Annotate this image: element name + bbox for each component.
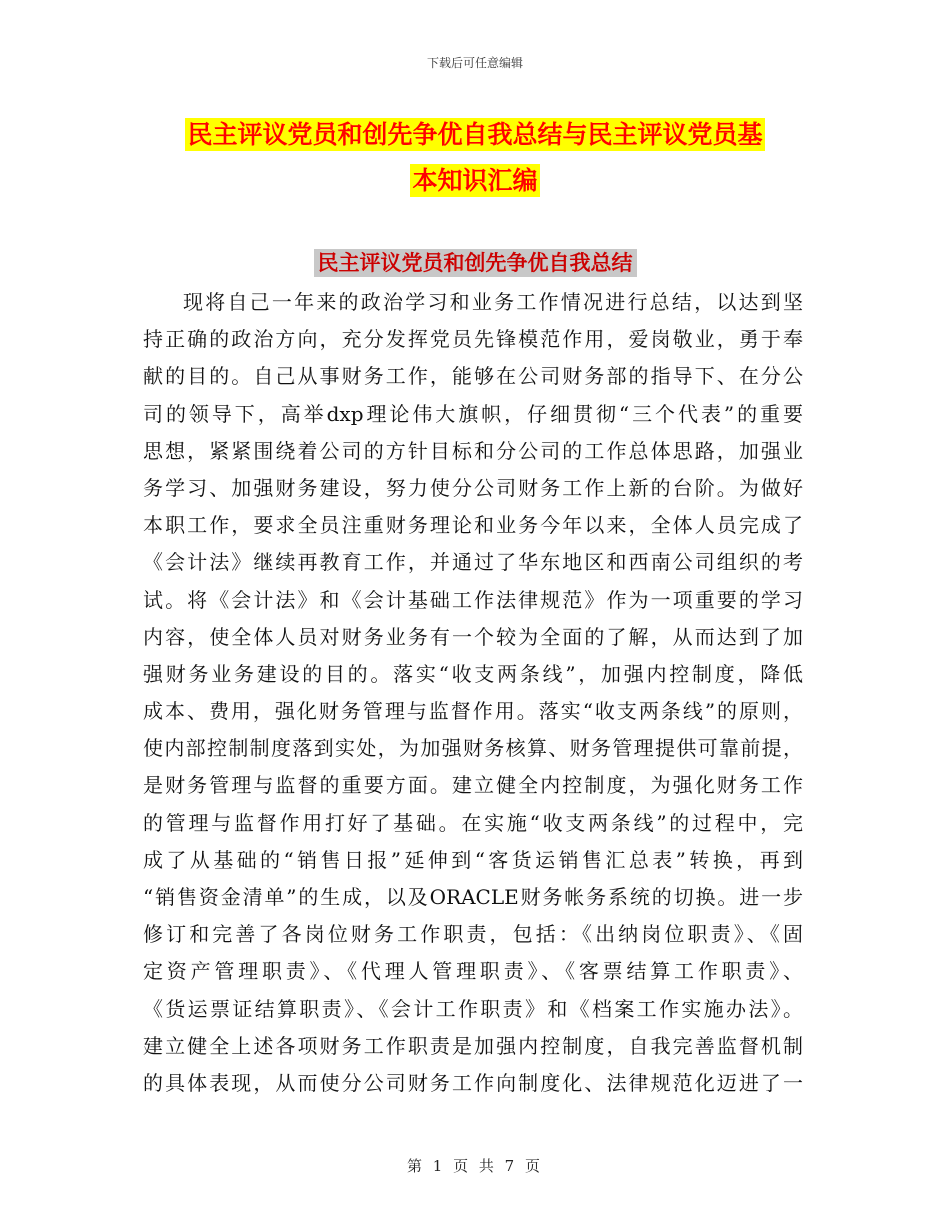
document-title-line-1: 民主评议党员和创先争优自我总结与民主评议党员基 [187,120,763,149]
paragraph-line: 《货运票证结算职责》、《会计工作职责》和《档案工作实施办法》。 [143,996,803,1021]
paragraph-line: 持正确的政治方向，充分发挥党员先锋模范作用，爱岗敬业，勇于奉 [143,327,803,352]
paragraph-line: 定资产管理职责》、《代理人管理职责》、《客票结算工作职责》、 [143,959,803,984]
page-number-footer: 第 1 页 共 7 页 [407,1157,543,1175]
section-heading [0,244,950,282]
section-heading-text: 民主评议党员和创先争优自我总结 [314,249,637,277]
page-header-note: 下载后可任意编辑 [426,56,523,70]
paragraph-line: 《会计法》继续再教育工作，并通过了华东地区和西南公司组织的考 [143,550,803,575]
body-paragraph [143,284,803,1102]
paragraph-line: 现将自己一年来的政治学习和业务工作情况进行总结，以达到坚 [183,290,803,314]
paragraph-line: 内容，使全体人员对财务业务有一个较为全面的了解，从而达到了加 [143,624,803,649]
paragraph-line: 强财务业务建设的目的。落实“收支两条线”，加强内控制度，降低 [143,661,803,686]
paragraph-line: 使内部控制制度落到实处，为加强财务核算、财务管理提供可靠前提， [143,736,803,761]
paragraph-line: 建立健全上述各项财务工作职责是加强内控制度，自我完善监督机制 [143,1033,803,1058]
paragraph-line: 务学习、加强财务建设，努力使分公司财务工作上新的台阶。为做好 [143,475,803,500]
paragraph-line: 成本、费用，强化财务管理与监督作用。落实“收支两条线”的原则， [143,699,803,724]
paragraph-line: 本职工作，要求全员注重财务理论和业务今年以来，全体人员完成了 [143,513,803,538]
paragraph-line: 的具体表现，从而使分公司财务工作向制度化、法律规范化迈进了一 [143,1070,803,1095]
paragraph-line: 成了从基础的“销售日报”延伸到“客货运销售汇总表”转换，再到 [143,847,803,872]
document-title-line-2: 本知识汇编 [412,166,538,195]
paragraph-line: 献的目的。自己从事财务工作，能够在公司财务部的指导下、在分公 [143,364,803,389]
paragraph-line: 的管理与监督作用打好了基础。在实施“收支两条线”的过程中，完 [143,810,803,835]
paragraph-line: 司的领导下，高举dxp理论伟大旗帜，仔细贯彻“三个代表”的重要 [143,401,803,426]
paragraph-line: 思想，紧紧围绕着公司的方针目标和分公司的工作总体思路，加强业 [143,438,803,463]
paragraph-line: 是财务管理与监督的重要方面。建立健全内控制度，为强化财务工作 [143,773,803,798]
paragraph-line: 试。将《会计法》和《会计基础工作法律规范》作为一项重要的学习 [143,587,803,612]
paragraph-line: “销售资金清单”的生成，以及ORACLE财务帐务系统的切换。进一步 [143,885,803,909]
document-title [0,112,950,204]
paragraph-line: 修订和完善了各岗位财务工作职责，包括：《出纳岗位职责》、《固 [143,922,803,947]
